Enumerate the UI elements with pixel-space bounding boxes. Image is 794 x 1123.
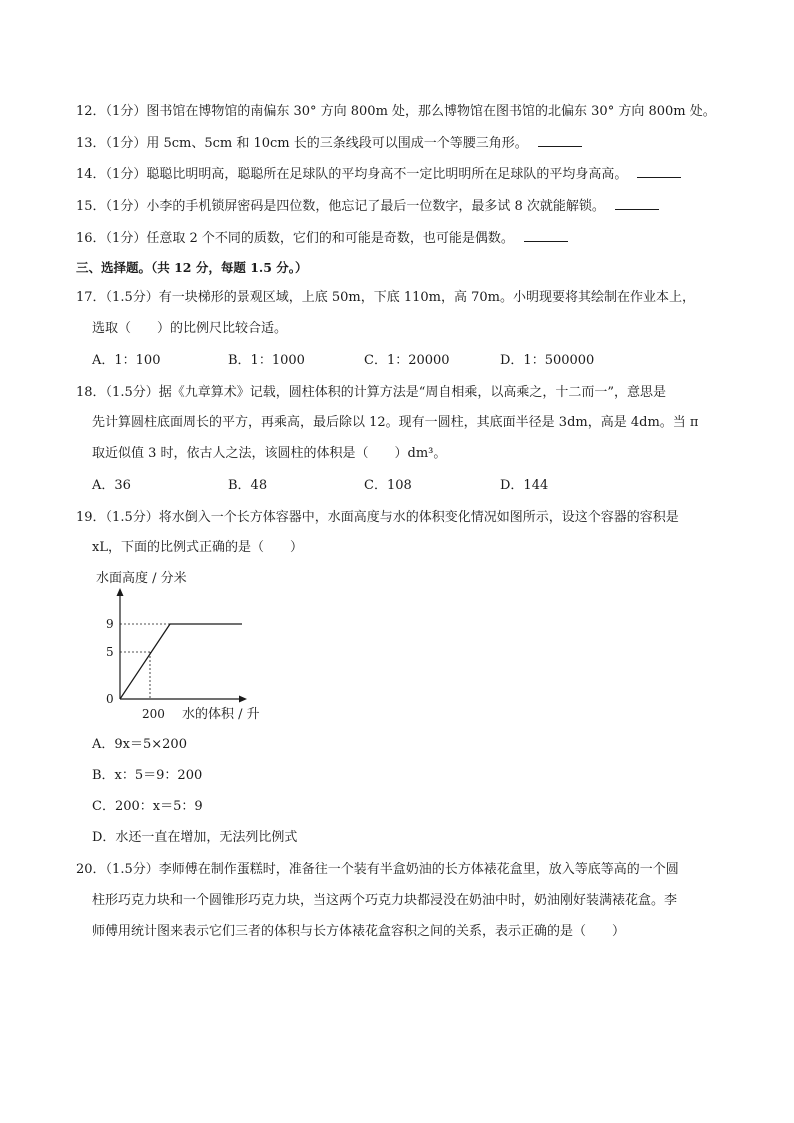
series-line (120, 624, 242, 699)
y-tick-9: 9 (106, 617, 114, 631)
question-18-line1: 18．（1.5分）据《九章算术》记载，圆柱体积的计算方法是“周自相乘，以高乘之，十二而一”，意思是 (76, 385, 667, 400)
y-tick-5: 5 (106, 645, 114, 659)
y-axis-arrow (117, 588, 124, 596)
option-c[interactable]: C．1：20000 (364, 353, 450, 368)
question-19-line2: xL，下面的比例式正确的是（ ） (92, 540, 303, 555)
question-12: 12．（1分）图书馆在博物馆的南偏东 30° 方向 800m 处，那么博物馆在图书馆的北偏东 30° 方向 800m 处。 (76, 104, 716, 119)
question-20-line1: 20．（1.5分）李师傅在制作蛋糕时，准备往一个装有半盒奶油的长方体裱花盒里，放入等底等高的一个圆 (76, 862, 679, 877)
question-19-line1: 19．（1.5分）将水倒入一个长方体容器中，水面高度与水的体积变化情况如图所示，设这个容器的容积是 (76, 510, 679, 525)
question-20-line2: 柱形巧克力块和一个圆锥形巧克力块，当这两个巧克力块都浸没在奶油中时，奶油刚好装满裱花盒。李 (92, 893, 678, 908)
answer-blank[interactable] (615, 196, 659, 210)
chart-xlabel: 水的体积 / 升 (182, 707, 260, 722)
option-b[interactable]: B．x：5＝9：200 (92, 768, 203, 783)
answer-blank[interactable] (637, 164, 681, 178)
option-a[interactable]: A．36 (92, 478, 131, 493)
question-17-line2: 选取（ ）的比例尺比较合适。 (92, 321, 288, 336)
option-d[interactable]: D．1：500000 (500, 353, 595, 368)
chart-ylabel: 水面高度 / 分米 (96, 571, 187, 586)
question-20-line3: 师傅用统计图来表示它们三者的体积与长方体裱花盒容积之间的关系，表示正确的是（ ） (92, 924, 626, 939)
answer-blank[interactable] (524, 228, 568, 242)
x-tick-200: 200 (142, 707, 165, 721)
option-a[interactable]: A．9x＝5×200 (92, 737, 187, 752)
y-tick-0: 0 (106, 692, 114, 706)
question-17-line1: 17．（1.5分）有一块梯形的景观区域，上底 50m，下底 110m，高 70m。小明现要将其绘制在作业本上， (76, 290, 695, 305)
option-c[interactable]: C．200：x＝5：9 (92, 799, 203, 814)
option-d[interactable]: D．水还一直在增加，无法列比例式 (92, 830, 298, 845)
section-heading: 三、选择题。（共 12 分，每题 1.5 分。） (76, 260, 308, 275)
question-16: 16．（1分）任意取 2 个不同的质数，它们的和可能是奇数，也可能是偶数。 (76, 228, 568, 248)
question-14: 14．（1分）聪聪比明明高，聪聪所在足球队的平均身高不一定比明明所在足球队的平均身高高。 (76, 164, 681, 184)
option-b[interactable]: B．1：1000 (228, 353, 305, 368)
option-c[interactable]: C．108 (364, 478, 412, 493)
question-15: 15．（1分）小李的手机锁屏密码是四位数，他忘记了最后一位数字，最多试 8 次就能解锁。 (76, 196, 659, 216)
option-b[interactable]: B．48 (228, 478, 268, 493)
question-18-line2: 先计算圆柱底面周长的平方，再乘高，最后除以 12。现有一圆柱，其底面半径是 3dm，高是 4dm。当 π (92, 415, 699, 430)
option-d[interactable]: D．144 (500, 478, 549, 493)
water-level-chart (96, 566, 296, 726)
option-a[interactable]: A．1：100 (92, 353, 161, 368)
x-axis-arrow (239, 696, 247, 703)
question-18-line3: 取近似值 3 时，依古人之法，该圆柱的体积是（ ）dm³。 (92, 446, 447, 461)
answer-blank[interactable] (538, 133, 582, 147)
question-13: 13．（1分）用 5cm、5cm 和 10cm 长的三条线段可以围成一个等腰三角形。 (76, 133, 582, 153)
